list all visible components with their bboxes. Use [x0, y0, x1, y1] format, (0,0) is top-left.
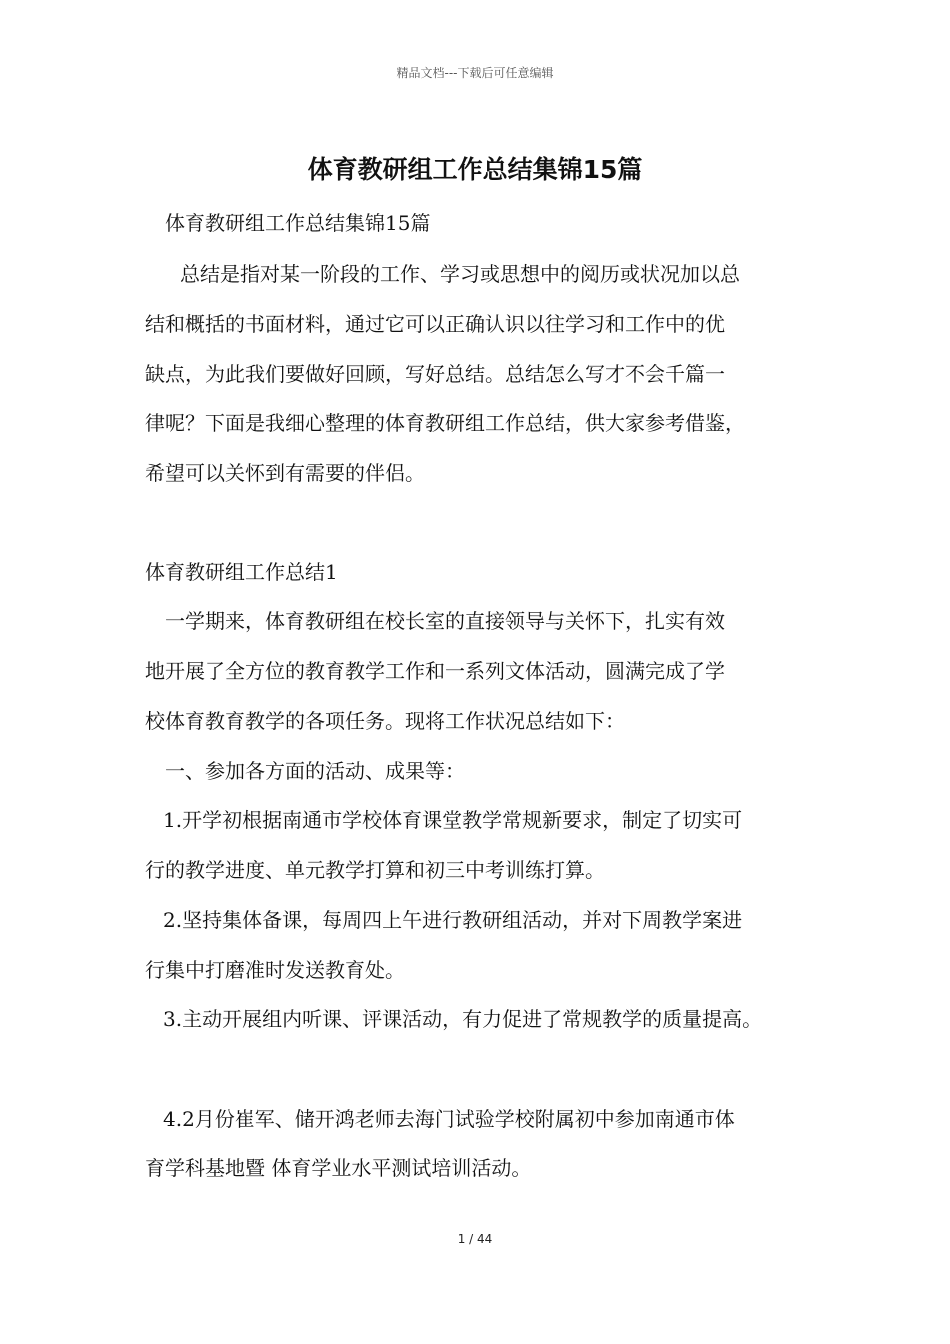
paragraph-line: 总结是指对某一阶段的工作、学习或思想中的阅历或状况加以总 — [180, 262, 740, 286]
list-item-line: 4.2月份崔军、储开鸿老师去海门试验学校附属初中参加南通市体 — [163, 1107, 735, 1131]
list-item-line: 行集中打磨准时发送教育处。 — [145, 958, 405, 982]
page-header: 精品文档---下载后可任意编辑 — [396, 66, 554, 80]
paragraph-line: 缺点，为此我们要做好回顾，写好总结。总结怎么写才不会千篇一 — [145, 362, 725, 386]
paragraph-line: 律呢？下面是我细心整理的体育教研组工作总结，供大家参考借鉴， — [145, 411, 745, 435]
paragraph-line: 一学期来，体育教研组在校长室的直接领导与关怀下，扎实有效 — [165, 609, 725, 633]
subsection-heading: 一、参加各方面的活动、成果等： — [165, 759, 465, 783]
list-item-line: 1.开学初根据南通市学校体育课堂教学常规新要求，制定了切实可 — [163, 808, 743, 832]
paragraph-line: 结和概括的书面材料，通过它可以正确认识以往学习和工作中的优 — [145, 312, 725, 336]
list-item-line: 2.坚持集体备课，每周四上午进行教研组活动，并对下周教学案进 — [163, 908, 743, 932]
paragraph-line: 地开展了全方位的教育教学工作和一系列文体活动，圆满完成了学 — [145, 659, 725, 683]
list-item-line: 育学科基地暨 体育学业水平测试培训活动。 — [145, 1156, 532, 1180]
subtitle-line: 体育教研组工作总结集锦15篇 — [165, 211, 431, 235]
paragraph-line: 希望可以关怀到有需要的伴侣。 — [145, 461, 425, 485]
paragraph-line: 校体育教育教学的各项任务。现将工作状况总结如下： — [145, 709, 625, 733]
section-heading: 体育教研组工作总结1 — [145, 560, 338, 584]
page-number: 1 / 44 — [457, 1232, 493, 1246]
document-title: 体育教研组工作总结集锦15篇 — [307, 155, 643, 184]
list-item-line: 行的教学进度、单元教学打算和初三中考训练打算。 — [145, 858, 605, 882]
list-item-line: 3.主动开展组内听课、评课活动，有力促进了常规教学的质量提高。 — [163, 1007, 763, 1031]
